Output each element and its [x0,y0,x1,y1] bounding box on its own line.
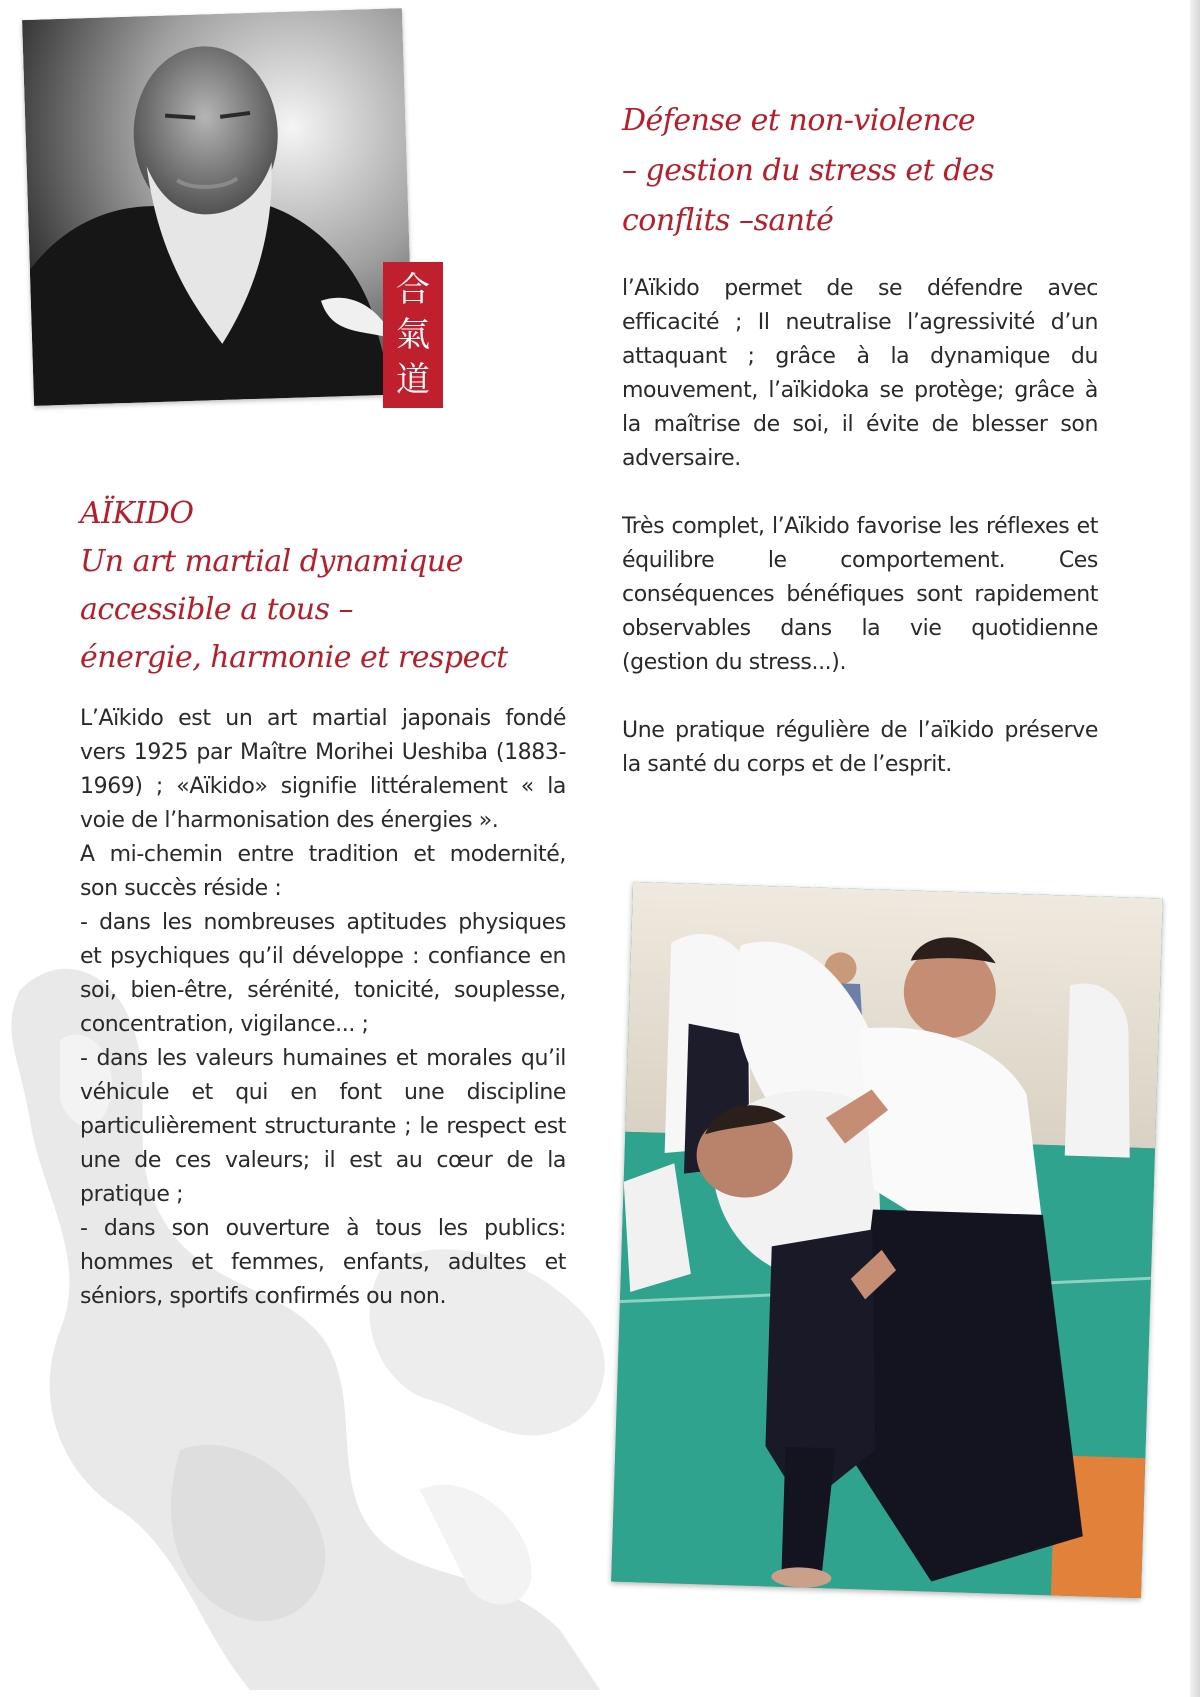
right-section-heading [622,96,1102,246]
paragraph: L’Aïkido est un art martial japonais fondé vers 1925 par Maître Morihei Ueshiba (1883-1969) ; «Aïkido» signifie littéralement « la voie de l’harmonisation des énergies ». [80,706,566,833]
left-section-title [80,490,560,682]
heading-line: conflits –santé [622,203,834,238]
title-line: AÏKIDO [80,496,194,531]
kanji-ki: 氣 [396,315,430,355]
title-line: Un art martial dynamique [80,544,463,579]
page-edge-strip [1190,0,1200,1697]
paragraph: Très complet, l’Aïkido favorise les réflexes et équilibre le comportement. Ces conséquences bénéfiques sont rapidement observables dans la vie quotidienne (gestion du stress...). [622,514,1098,675]
kanji-do: 道 [396,360,430,400]
aikido-practice-photo [611,882,1163,1598]
aikido-kanji-seal [383,262,443,408]
title-line: accessible a tous – [80,592,354,627]
heading-line: – gestion du stress et des [622,153,995,188]
right-body-text [622,272,1098,816]
paragraph: l’Aïkido permet de se défendre avec efficacité ; Il neutralise l’agressivité d’un attaquant ; grâce à la dynamique du mouvement, l’aïkidoka se protège; grâce à la maîtrise de soi, il évite de blesser son adversaire. [622,276,1098,471]
kanji-ai: 合 [396,270,430,310]
left-body-text [80,702,566,1314]
heading-line: Défense et non-violence [622,103,976,138]
title-line: énergie, harmonie et respect [80,640,508,675]
paragraph: Une pratique régulière de l’aïkido préserve la santé du corps et de l’esprit. [622,718,1098,777]
paragraph: - dans les nombreuses aptitudes physiques et psychiques qu’il développe : confiance en soi, bien-être, sérénité, tonicité, souplesse, concentration, vigilance... ; [80,910,566,1037]
portrait-photo [22,8,414,406]
paragraph: - dans son ouverture à tous les publics: hommes et femmes, enfants, adultes et séniors, sportifs confirmés ou non. [80,1216,566,1309]
paragraph: - dans les valeurs humaines et morales qu’il véhicule et qui en font une discipline particulièrement structurante ; le respect est une de ces valeurs; il est au cœur de la pratique ; [80,1046,566,1207]
paragraph: A mi-chemin entre tradition et modernité, son succès réside : [80,842,566,901]
